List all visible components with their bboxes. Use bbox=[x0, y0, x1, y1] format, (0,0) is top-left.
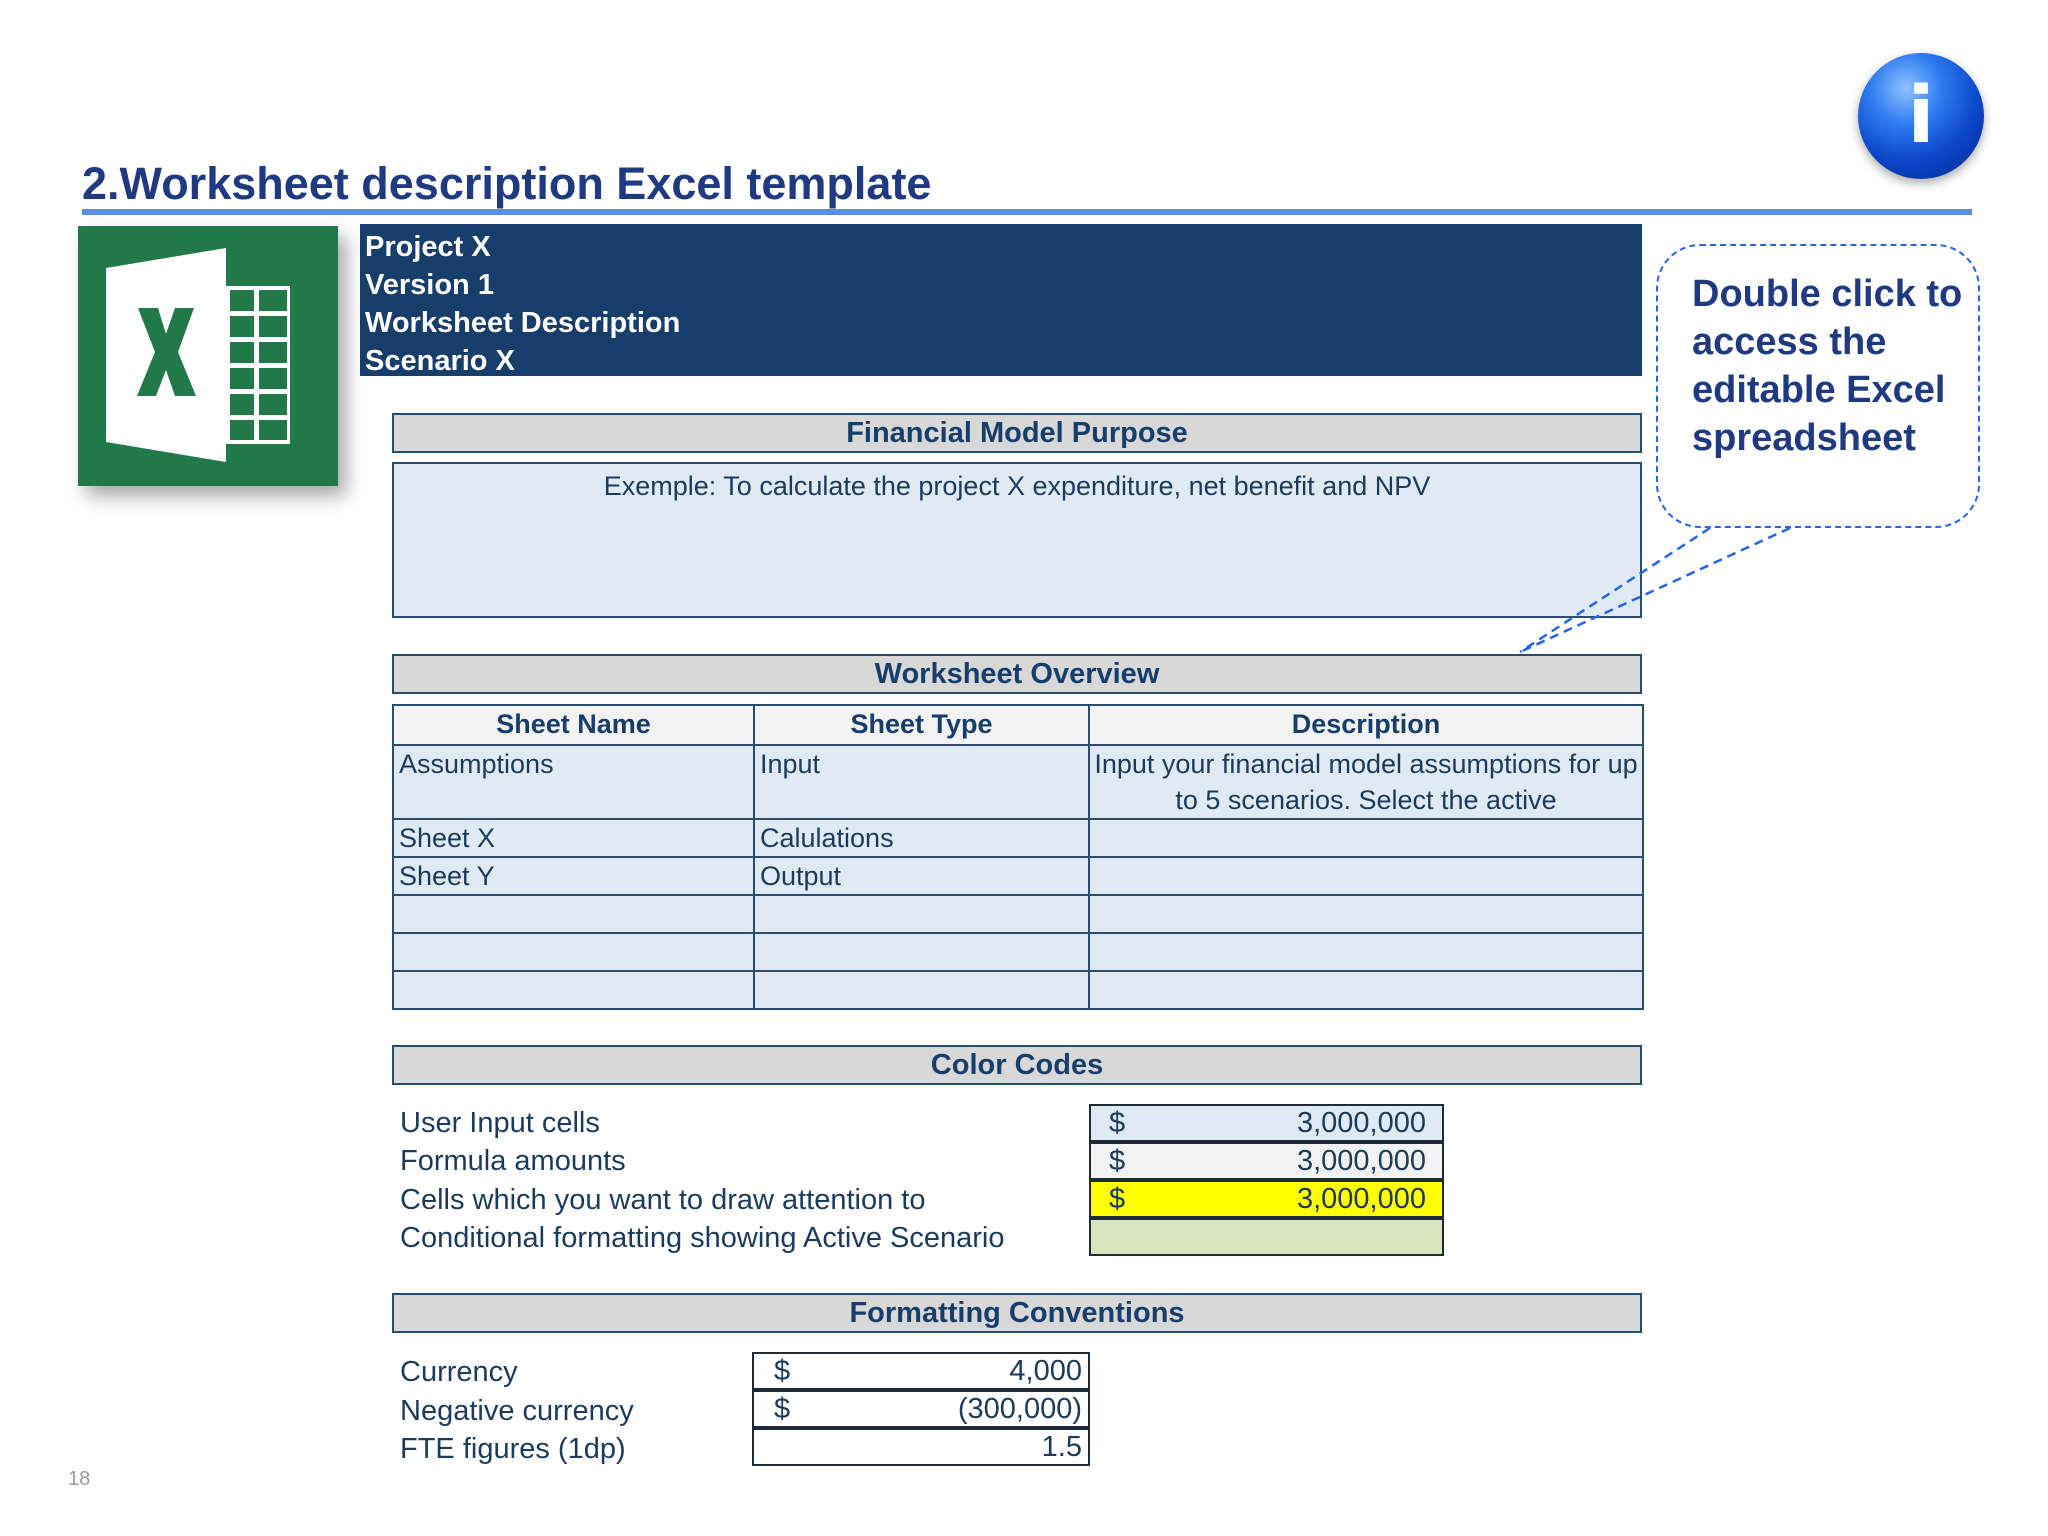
amount-value: 3,000,000 bbox=[1296, 1107, 1426, 1139]
callout-text: Double click to access the editable Excel spreadsheet bbox=[1692, 273, 1963, 459]
page-number: 18 bbox=[68, 1468, 91, 1490]
format-label-negative-currency: Negative currency bbox=[400, 1395, 634, 1427]
amount-value: 3,000,000 bbox=[1296, 1145, 1426, 1177]
currency-symbol: $ bbox=[1109, 1107, 1126, 1139]
title-underline bbox=[82, 209, 1972, 215]
sheet-name-cell[interactable] bbox=[393, 895, 754, 933]
page-title: 2.Worksheet description Excel template bbox=[82, 158, 932, 209]
table-row bbox=[393, 971, 1643, 1009]
amount-value: 1.5 bbox=[1041, 1431, 1082, 1463]
column-header-sheet-name: Sheet Name bbox=[393, 705, 754, 745]
formatting-heading: Formatting Conventions bbox=[392, 1293, 1642, 1333]
negative-currency-example-cell[interactable] bbox=[752, 1390, 1090, 1428]
sheet-type-cell[interactable] bbox=[754, 933, 1089, 971]
overview-heading: Worksheet Overview bbox=[392, 654, 1642, 694]
sheet-name-cell[interactable]: Assumptions bbox=[393, 745, 754, 819]
table-header-row bbox=[393, 705, 1643, 745]
info-icon[interactable] bbox=[1858, 53, 1984, 179]
excel-logo-icon[interactable] bbox=[78, 226, 338, 486]
description-cell[interactable] bbox=[1089, 971, 1643, 1009]
table-row bbox=[393, 933, 1643, 971]
color-code-label-formula: Formula amounts bbox=[400, 1145, 626, 1177]
fte-example-cell[interactable] bbox=[752, 1428, 1090, 1466]
sheet-type-cell[interactable]: Calulations bbox=[754, 819, 1089, 857]
worksheet-description-label: Worksheet Description bbox=[365, 307, 681, 339]
currency-symbol: $ bbox=[774, 1355, 791, 1387]
sheet-name-cell[interactable] bbox=[393, 933, 754, 971]
version-label: Version 1 bbox=[365, 269, 494, 301]
sheet-type-cell[interactable]: Input bbox=[754, 745, 1089, 819]
sheet-name-cell[interactable]: Sheet Y bbox=[393, 857, 754, 895]
user-input-swatch[interactable] bbox=[1089, 1104, 1444, 1142]
sheet-type-cell[interactable] bbox=[754, 895, 1089, 933]
description-cell[interactable] bbox=[1089, 895, 1643, 933]
description-cell[interactable] bbox=[1089, 819, 1643, 857]
project-name: Project X bbox=[365, 231, 491, 263]
currency-symbol: $ bbox=[1109, 1145, 1126, 1177]
color-code-label-user-input: User Input cells bbox=[400, 1107, 600, 1139]
purpose-text-cell[interactable]: Exemple: To calculate the project X expenditure, net benefit and NPV bbox=[392, 462, 1642, 618]
currency-symbol: $ bbox=[1109, 1183, 1126, 1215]
sheet-name-cell[interactable] bbox=[393, 971, 754, 1009]
format-label-currency: Currency bbox=[400, 1356, 518, 1388]
worksheet-header-band[interactable] bbox=[360, 224, 1642, 376]
excel-logo-graphic bbox=[78, 226, 338, 486]
sheet-type-cell[interactable]: Output bbox=[754, 857, 1089, 895]
column-header-sheet-type: Sheet Type bbox=[754, 705, 1089, 745]
attention-swatch[interactable] bbox=[1089, 1180, 1444, 1218]
active-scenario-swatch[interactable] bbox=[1089, 1218, 1444, 1256]
spreadsheet-grid-icon bbox=[226, 286, 290, 444]
color-codes-heading: Color Codes bbox=[392, 1045, 1642, 1085]
scenario-label: Scenario X bbox=[365, 345, 515, 377]
table-row bbox=[393, 895, 1643, 933]
description-cell[interactable]: Input your financial model assumptions for up to 5 scenarios. Select the active bbox=[1089, 745, 1643, 819]
currency-example-cell[interactable] bbox=[752, 1352, 1090, 1390]
worksheet-overview-table bbox=[392, 704, 1644, 1010]
currency-symbol: $ bbox=[774, 1393, 791, 1425]
sheet-type-cell[interactable] bbox=[754, 971, 1089, 1009]
format-label-fte: FTE figures (1dp) bbox=[400, 1433, 626, 1465]
info-icon-glyph: i bbox=[1907, 71, 1935, 161]
formula-swatch[interactable] bbox=[1089, 1142, 1444, 1180]
amount-value: (300,000) bbox=[957, 1393, 1082, 1425]
sheet-name-cell[interactable]: Sheet X bbox=[393, 819, 754, 857]
table-row bbox=[393, 819, 1643, 857]
double-click-callout[interactable] bbox=[1656, 244, 1980, 528]
amount-value: 4,000 bbox=[1009, 1355, 1082, 1387]
table-row bbox=[393, 857, 1643, 895]
color-code-label-attention: Cells which you want to draw attention to bbox=[400, 1184, 926, 1216]
amount-value: 3,000,000 bbox=[1296, 1183, 1426, 1215]
description-cell[interactable] bbox=[1089, 857, 1643, 895]
color-code-label-active-scenario: Conditional formatting showing Active Scenario bbox=[400, 1222, 1005, 1254]
description-cell[interactable] bbox=[1089, 933, 1643, 971]
purpose-heading: Financial Model Purpose bbox=[392, 413, 1642, 453]
table-row bbox=[393, 745, 1643, 819]
column-header-description: Description bbox=[1089, 705, 1643, 745]
